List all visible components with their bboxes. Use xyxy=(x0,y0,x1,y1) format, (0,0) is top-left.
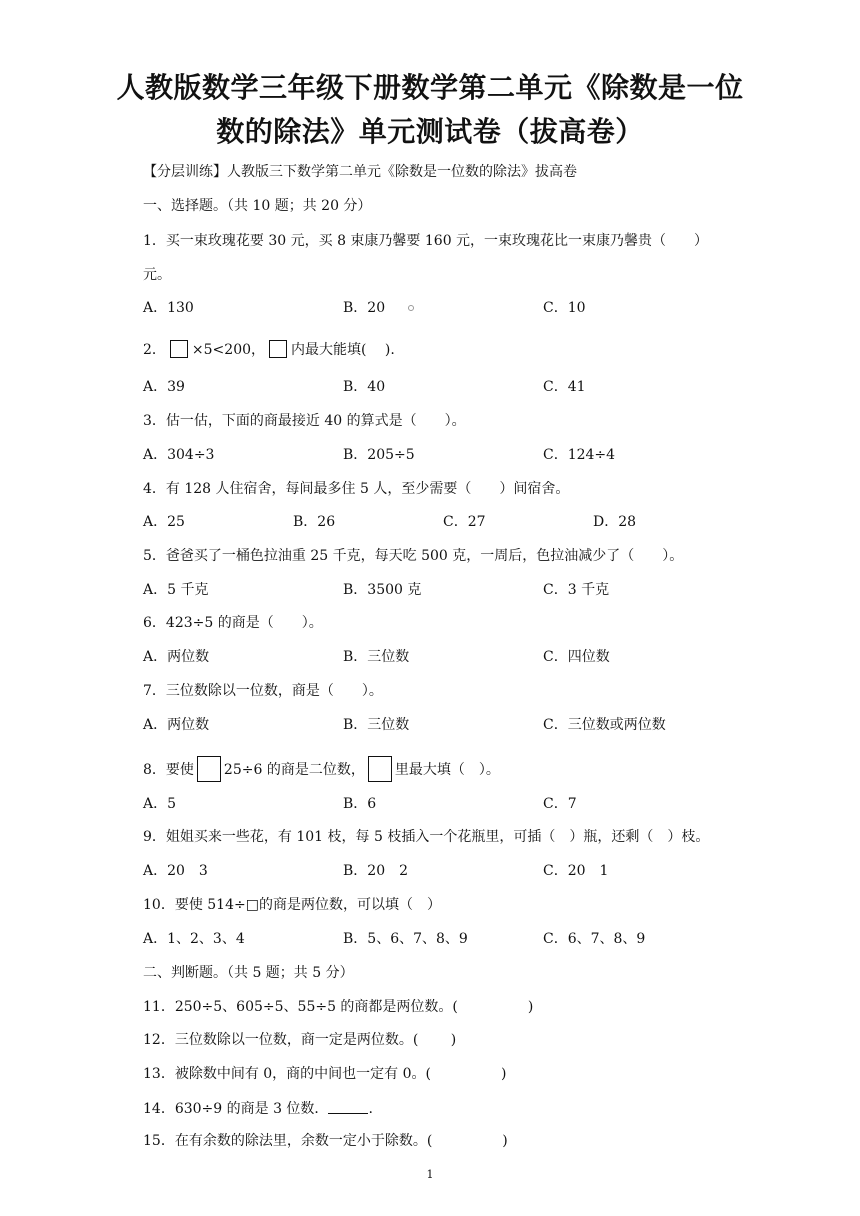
question-1-option-a: A．130 xyxy=(143,300,194,316)
question-9-option-b: B．20 2 xyxy=(343,863,409,879)
blank-box xyxy=(368,756,392,782)
question-1-option-c: C．10 xyxy=(543,300,586,316)
question-3-option-a: A．304÷3 xyxy=(143,447,215,463)
question-8-option-a: A．5 xyxy=(143,796,177,812)
blank-box xyxy=(170,340,188,358)
question-5-option-c: C．3 千克 xyxy=(543,582,610,598)
question-15-text: 15．在有余数的除法里，余数一定小于除数。( ) xyxy=(143,1133,508,1149)
question-2-option-b: B．40 xyxy=(343,379,386,395)
subtitle: 【分层训练】人教版三下数学第二单元《除数是一位数的除法》拔高卷 xyxy=(143,164,577,180)
question-8-option-b: B．6 xyxy=(343,796,377,812)
question-2-text xyxy=(143,340,395,358)
question-6-option-b: B．三位数 xyxy=(343,649,410,665)
question-9-option-a: A．20 3 xyxy=(143,863,208,879)
question-4-option-d: D．28 xyxy=(593,514,637,530)
blank-box xyxy=(197,756,221,782)
question-5-option-b: B．3500 克 xyxy=(343,582,422,598)
question-6-option-c: C．四位数 xyxy=(543,649,610,665)
question-14-prefix: 14．630÷9 的商是 3 位数． xyxy=(143,1101,329,1117)
question-3-option-b: B．205÷5 xyxy=(343,447,415,463)
question-4-option-a: A．25 xyxy=(143,514,185,530)
question-1-option-b: B．20 xyxy=(343,300,386,316)
question-8-text xyxy=(143,756,500,782)
question-7-option-a: A．两位数 xyxy=(143,717,210,733)
question-6-text: 6．423÷5 的商是（ ）。 xyxy=(143,615,323,631)
question-14-suffix: . xyxy=(368,1101,373,1117)
question-11-text: 11．250÷5、605÷5、55÷5 的商都是两位数。( ) xyxy=(143,999,534,1015)
question-10-option-a: A．1、2、3、4 xyxy=(143,931,245,947)
document-title-line-1: 人教版数学三年级下册数学第二单元《除数是一位 xyxy=(116,71,744,104)
section-1-heading: 一、选择题。（共 10 题；共 20 分） xyxy=(143,198,372,214)
question-9-text: 9．姐姐买来一些花，有 101 枝，每 5 枝插入一个花瓶里，可插（ ）瓶，还剩（ ）枝。 xyxy=(143,829,710,845)
question-2-suffix: 内最大能填( ). xyxy=(291,342,395,358)
question-10-option-c: C．6、7、8、9 xyxy=(543,931,646,947)
question-3-option-c: C．124÷4 xyxy=(543,447,616,463)
question-4-option-c: C．27 xyxy=(443,514,486,530)
question-8-option-c: C．7 xyxy=(543,796,577,812)
page-number: 1 xyxy=(426,1168,434,1181)
question-4-text: 4．有 128 人住宿舍，每间最多住 5 人，至少需要（ ）间宿舍。 xyxy=(143,481,570,497)
question-2-option-c: C．41 xyxy=(543,379,586,395)
question-4-option-b: B．26 xyxy=(293,514,336,530)
question-3-text: 3．估一估，下面的商最接近 40 的算式是（ ）。 xyxy=(143,413,466,429)
question-8-suffix: 里最大填（ ）。 xyxy=(394,762,500,778)
question-1-text-cont: 元。 xyxy=(143,267,171,283)
question-14-text xyxy=(143,1101,373,1116)
question-7-text: 7．三位数除以一位数，商是（ ）。 xyxy=(143,683,383,699)
question-5-option-a: A．5 千克 xyxy=(143,582,209,598)
question-6-option-a: A．两位数 xyxy=(143,649,210,665)
question-1-text: 1．买一束玫瑰花要 30 元，买 8 束康乃馨要 160 元，一束玫瑰花比一束康乃馨贵（ ） xyxy=(143,233,709,249)
question-10-text: 10．要使 514÷□的商是两位数，可以填（ ） xyxy=(143,897,441,913)
document-title-line-2: 数的除法》单元测试卷（拔高卷） xyxy=(216,115,644,148)
blank-box xyxy=(269,340,287,358)
question-9-option-c: C．20 1 xyxy=(543,863,609,879)
small-circle-mark xyxy=(408,305,414,311)
question-5-text: 5．爸爸买了一桶色拉油重 25 千克，每天吃 500 克，一周后，色拉油减少了（ ）。 xyxy=(143,548,684,564)
question-8-prefix: 8．要使 xyxy=(143,762,194,778)
question-2-option-a: A．39 xyxy=(143,379,185,395)
question-13-text: 13．被除数中间有 0，商的中间也一定有 0。( ) xyxy=(143,1066,507,1082)
question-12-text: 12．三位数除以一位数，商一定是两位数。( ) xyxy=(143,1032,457,1048)
question-7-option-c: C．三位数或两位数 xyxy=(543,717,666,733)
question-7-option-b: B．三位数 xyxy=(343,717,410,733)
question-10-option-b: B．5、6、7、8、9 xyxy=(343,931,468,947)
section-2-heading: 二、判断题。（共 5 题；共 5 分） xyxy=(143,965,354,981)
answer-blank xyxy=(328,1101,368,1114)
question-2-prefix: 2． xyxy=(143,342,166,358)
question-8-middle: 25÷6 的商是二位数， xyxy=(223,762,365,778)
question-2-middle: ×5<200， xyxy=(191,342,266,358)
